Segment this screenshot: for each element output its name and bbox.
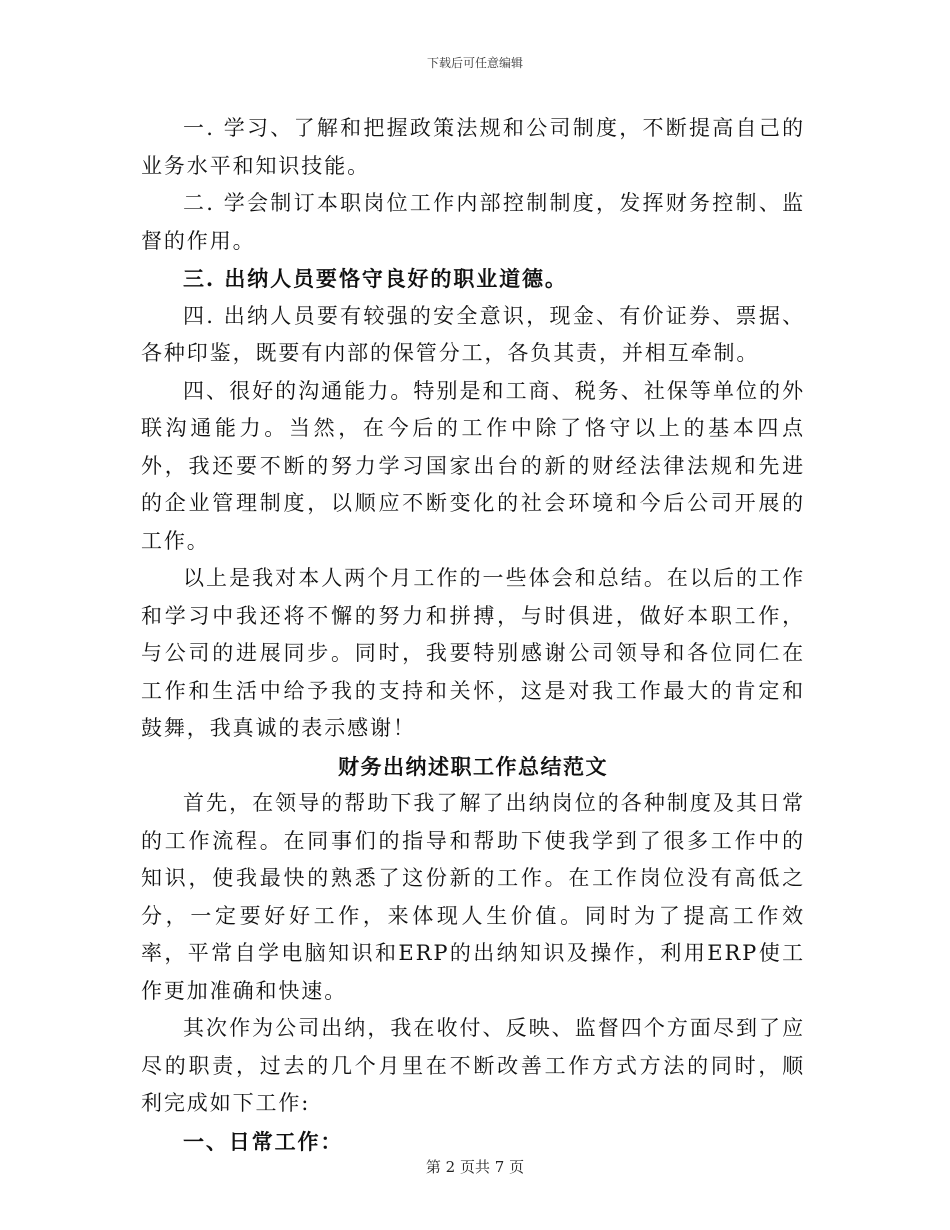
paragraph-1: 一. 学习、了解和把握政策法规和公司制度，不断提高自己的业务水平和知识技能。 bbox=[141, 116, 805, 178]
page-header: 下载后可任意编辑 bbox=[426, 56, 523, 70]
paragraph-2: 二. 学会制订本职岗位工作内部控制制度，发挥财务控制、监督的作用。 bbox=[141, 191, 805, 253]
paragraph-4: 四. 出纳人员要有较强的安全意识，现金、有价证券、票据、各种印鉴，既要有内部的保管分工，各负其责，并相互牵制。 bbox=[141, 303, 805, 365]
page-footer: 第 2 页共 7 页 bbox=[425, 1158, 525, 1176]
document-body bbox=[141, 110, 805, 1160]
section-title: 财务出纳述职工作总结范文 bbox=[338, 753, 608, 779]
paragraph-5: 四、很好的沟通能力。特别是和工商、税务、社保等单位的外联沟通能力。当然，在今后的工作中除了恪守以上的基本四点外，我还要不断的努力学习国家出台的新的财经法律法规和先进的企业管理制度，以顺应不断变化的社会环境和今后公司开展的工作。 bbox=[141, 378, 805, 553]
paragraph-7: 首先，在领导的帮助下我了解了出纳岗位的各种制度及其日常的工作流程。在同事们的指导和帮助下使我学到了很多工作中的知识，使我最快的熟悉了这份新的工作。在工作岗位没有高低之分，一定要好好工作，来体现人生价值。同时为了提高工作效率，平常自学电脑知识和ERP的出纳知识及操作，利用ERP使工作更加准确和快速。 bbox=[141, 791, 805, 1003]
paragraph-8: 其次作为公司出纳，我在收付、反映、监督四个方面尽到了应尽的职责，过去的几个月里在不断改善工作方式方法的同时，顺利完成如下工作: bbox=[141, 1016, 805, 1115]
paragraph-6: 以上是我对本人两个月工作的一些体会和总结。在以后的工作和学习中我还将不懈的努力和拼搏，与时俱进，做好本职工作，与公司的进展同步。同时，我要特别感谢公司领导和各位同仁在工作和生活中给予我的支持和关怀，这是对我工作最大的肯定和鼓舞，我真诚的表示感谢！ bbox=[141, 566, 805, 740]
paragraph-9-heading: 一、日常工作： bbox=[183, 1128, 344, 1154]
paragraph-3-heading: 三. 出纳人员要恪守良好的职业道德。 bbox=[183, 266, 568, 291]
